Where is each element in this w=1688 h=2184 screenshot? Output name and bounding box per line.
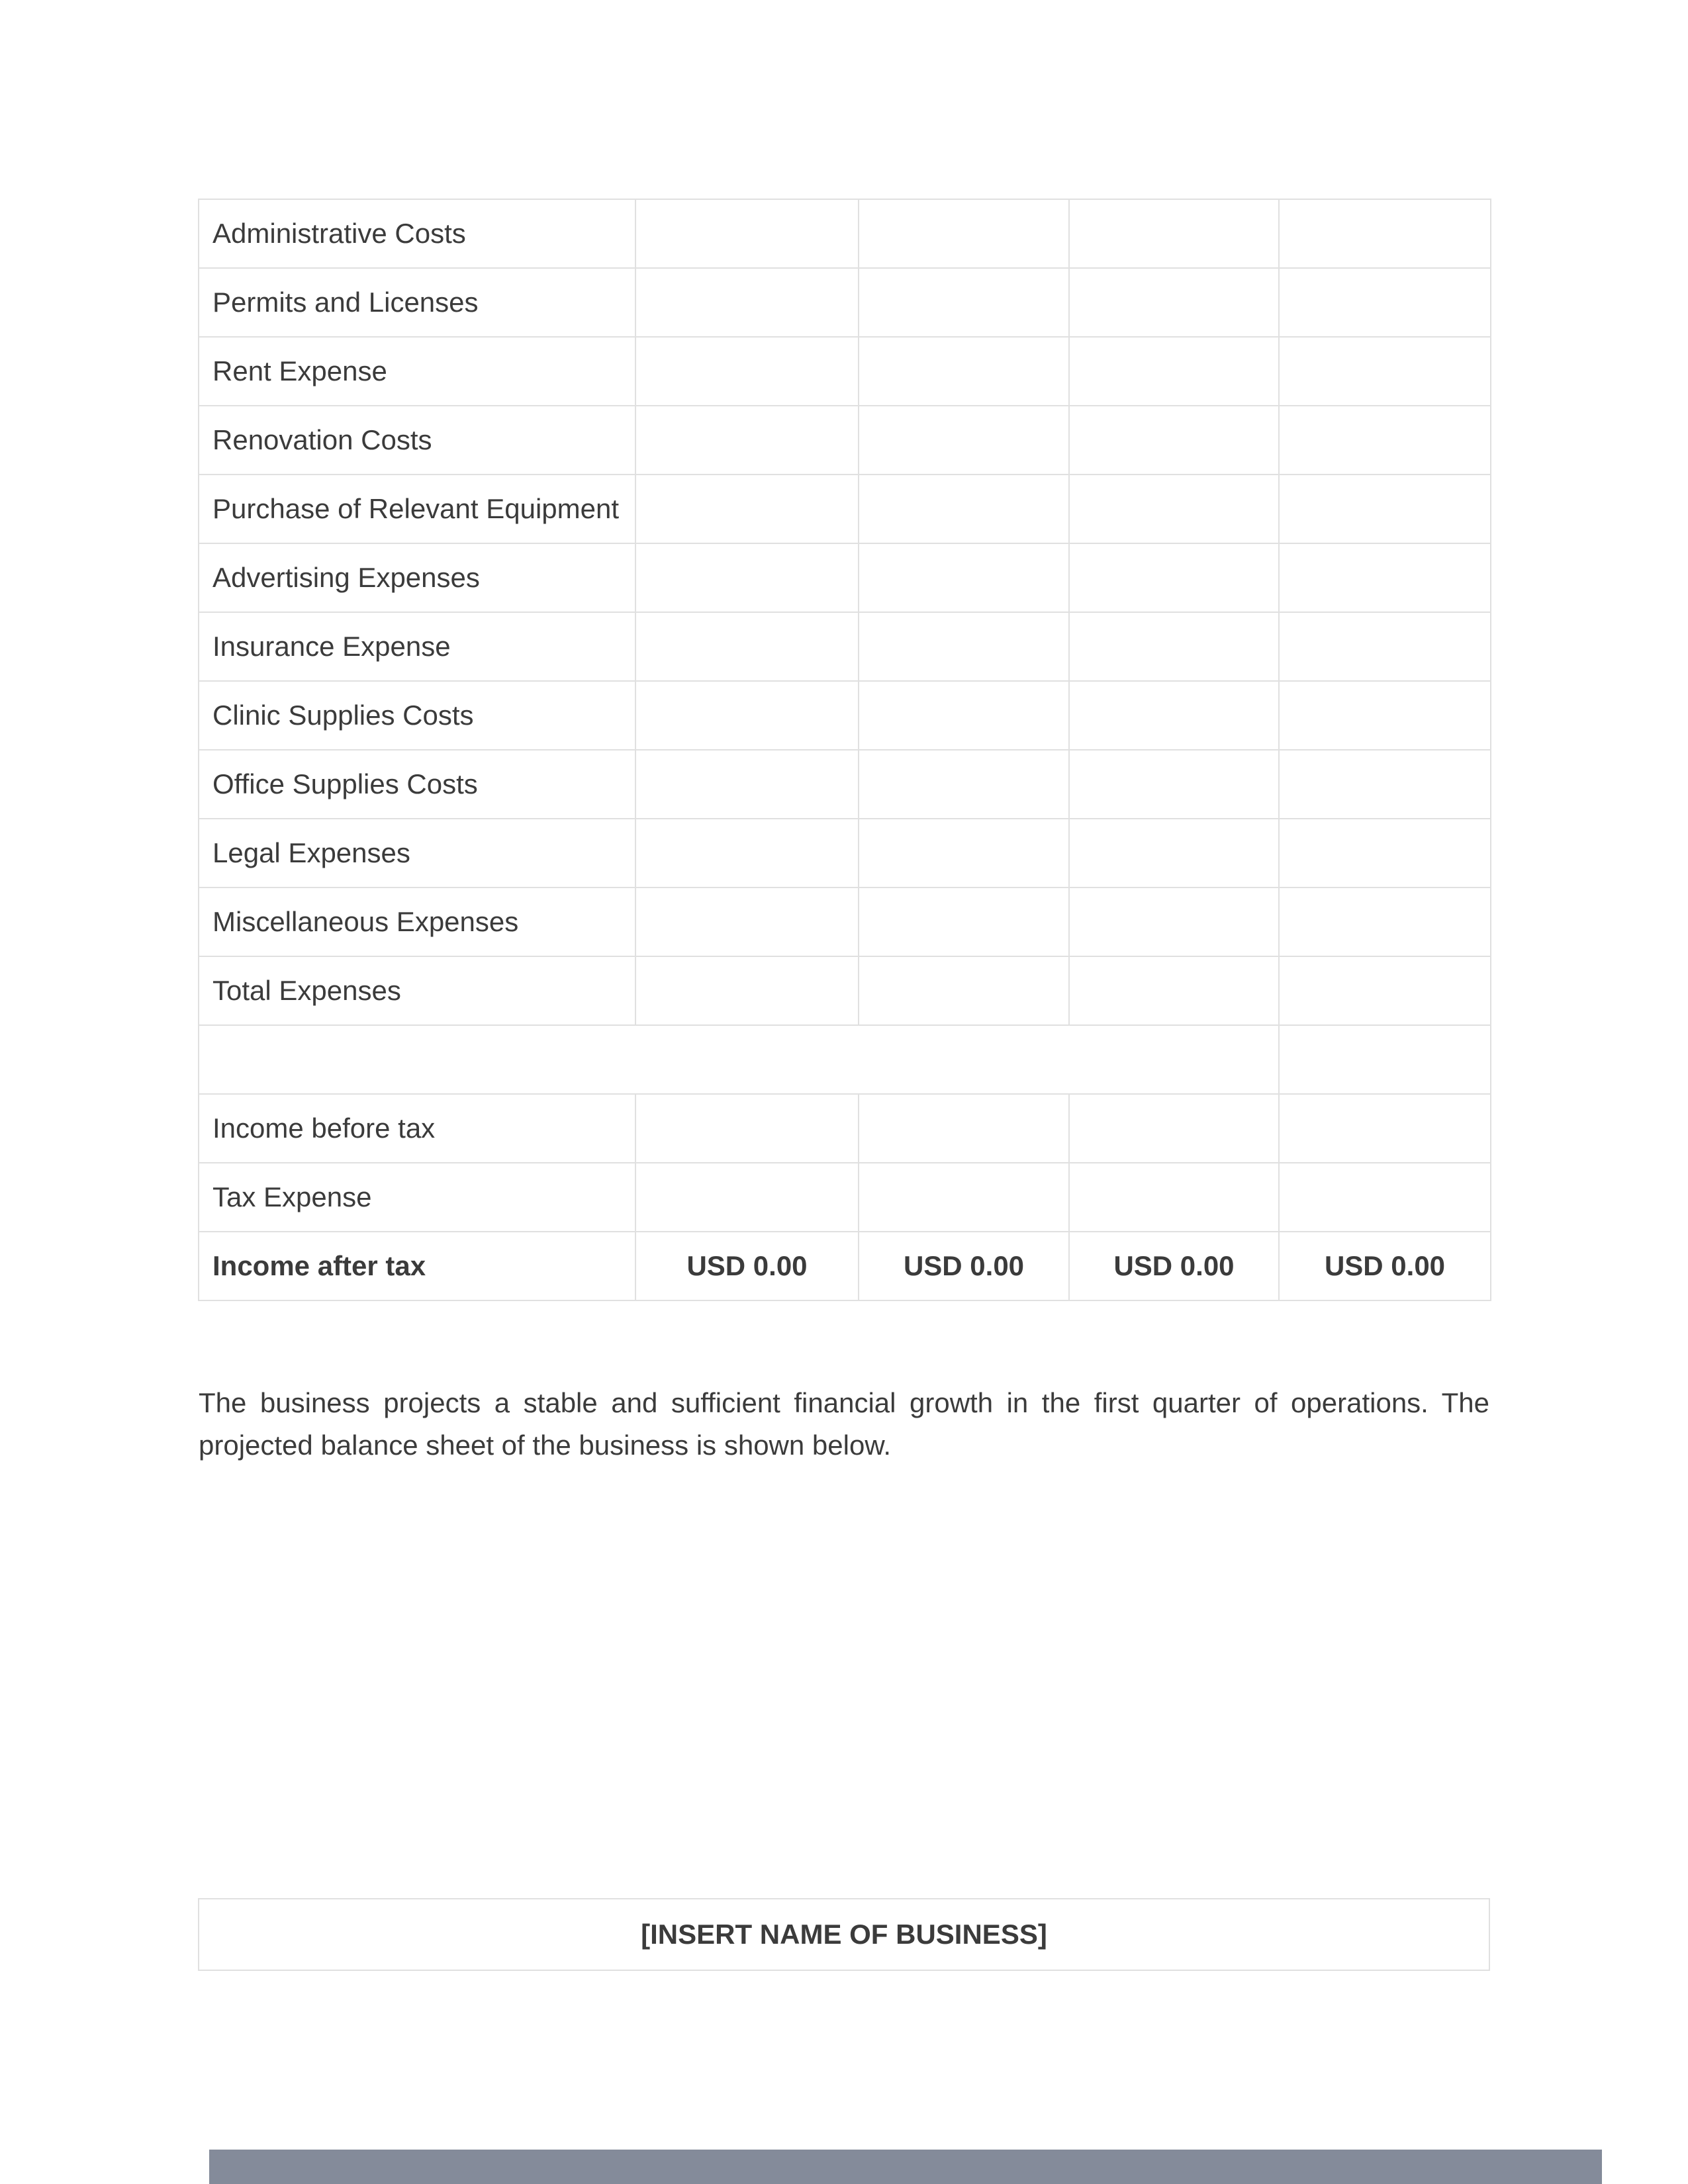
spacer-cell [199, 1025, 1279, 1094]
table-cell [859, 1094, 1069, 1163]
table-cell [1069, 956, 1279, 1025]
expense-table [198, 199, 1491, 1301]
table-row [199, 543, 1491, 612]
table-cell [635, 956, 859, 1025]
table-cell [1069, 475, 1279, 543]
spacer-row [199, 1025, 1491, 1094]
table-row [199, 475, 1491, 543]
table-row [199, 956, 1491, 1025]
body-paragraph: The business projects a stable and sufficient financial growth in the first quarter of operations. The projected balance sheet of the business is shown below. [199, 1387, 1489, 1461]
business-name: [INSERT NAME OF BUSINESS] [641, 1919, 1047, 1950]
table-row [199, 750, 1491, 819]
table-cell [635, 819, 859, 887]
table-row [199, 1163, 1491, 1232]
row-label: Purchase of Relevant Equipment [199, 475, 635, 543]
table-cell [1069, 819, 1279, 887]
table-cell [1279, 406, 1491, 475]
table-cell [859, 268, 1069, 337]
table-row [199, 887, 1491, 956]
table-cell [1279, 475, 1491, 543]
row-label: Clinic Supplies Costs [199, 681, 635, 750]
table-cell [635, 887, 859, 956]
table-cell [859, 956, 1069, 1025]
table-cell [859, 1163, 1069, 1232]
business-name-box [198, 1898, 1490, 1971]
table-cell [1279, 819, 1491, 887]
table-cell [1069, 1094, 1279, 1163]
table-cell [635, 199, 859, 268]
table-row [199, 612, 1491, 681]
table-cell [635, 612, 859, 681]
row-label: Rent Expense [199, 337, 635, 406]
table-cell [1279, 1163, 1491, 1232]
table-cell [1069, 337, 1279, 406]
row-label: Income before tax [199, 1094, 635, 1163]
table-cell [859, 199, 1069, 268]
table-cell [859, 337, 1069, 406]
table-cell [1069, 268, 1279, 337]
table-cell [1279, 543, 1491, 612]
table-cell [1279, 681, 1491, 750]
table-cell [1279, 268, 1491, 337]
table-cell [1279, 612, 1491, 681]
table-row [199, 406, 1491, 475]
table-cell [859, 406, 1069, 475]
row-label: Office Supplies Costs [199, 750, 635, 819]
table-row [199, 681, 1491, 750]
table-cell [635, 268, 859, 337]
income-after-tax-row [199, 1232, 1491, 1300]
table-cell [1069, 1163, 1279, 1232]
income-after-tax-value: USD 0.00 [1069, 1232, 1279, 1300]
table-row [199, 1094, 1491, 1163]
table-cell [859, 887, 1069, 956]
table-cell [1279, 750, 1491, 819]
table-cell [635, 1163, 859, 1232]
row-label: Income after tax [199, 1232, 635, 1300]
footer-bar [209, 2150, 1602, 2184]
table-cell [635, 543, 859, 612]
row-label: Permits and Licenses [199, 268, 635, 337]
table-cell [635, 750, 859, 819]
table-cell [635, 1094, 859, 1163]
income-after-tax-value: USD 0.00 [1279, 1232, 1491, 1300]
table-cell [1279, 199, 1491, 268]
table-cell [1279, 1025, 1491, 1094]
table-cell [859, 475, 1069, 543]
table-cell [859, 543, 1069, 612]
table-cell [1069, 612, 1279, 681]
table-cell [859, 612, 1069, 681]
row-label: Total Expenses [199, 956, 635, 1025]
table-cell [1279, 887, 1491, 956]
row-label: Advertising Expenses [199, 543, 635, 612]
table-cell [1069, 681, 1279, 750]
table-row [199, 337, 1491, 406]
table-cell [1069, 199, 1279, 268]
table-cell [859, 750, 1069, 819]
row-label: Insurance Expense [199, 612, 635, 681]
table-row [199, 268, 1491, 337]
table-row [199, 199, 1491, 268]
table-cell [1279, 1094, 1491, 1163]
table-cell [1069, 750, 1279, 819]
table-row [199, 819, 1491, 887]
row-label: Miscellaneous Expenses [199, 887, 635, 956]
row-label: Renovation Costs [199, 406, 635, 475]
row-label: Tax Expense [199, 1163, 635, 1232]
table-cell [859, 681, 1069, 750]
row-label: Legal Expenses [199, 819, 635, 887]
income-after-tax-value: USD 0.00 [859, 1232, 1069, 1300]
table-cell [635, 337, 859, 406]
table-cell [1069, 406, 1279, 475]
table-cell [635, 406, 859, 475]
row-label: Administrative Costs [199, 199, 635, 268]
table-cell [1279, 956, 1491, 1025]
table-cell [1069, 887, 1279, 956]
table-cell [635, 681, 859, 750]
table-cell [635, 475, 859, 543]
table-cell [1069, 543, 1279, 612]
income-after-tax-value: USD 0.00 [635, 1232, 859, 1300]
table-cell [859, 819, 1069, 887]
table-cell [1279, 337, 1491, 406]
